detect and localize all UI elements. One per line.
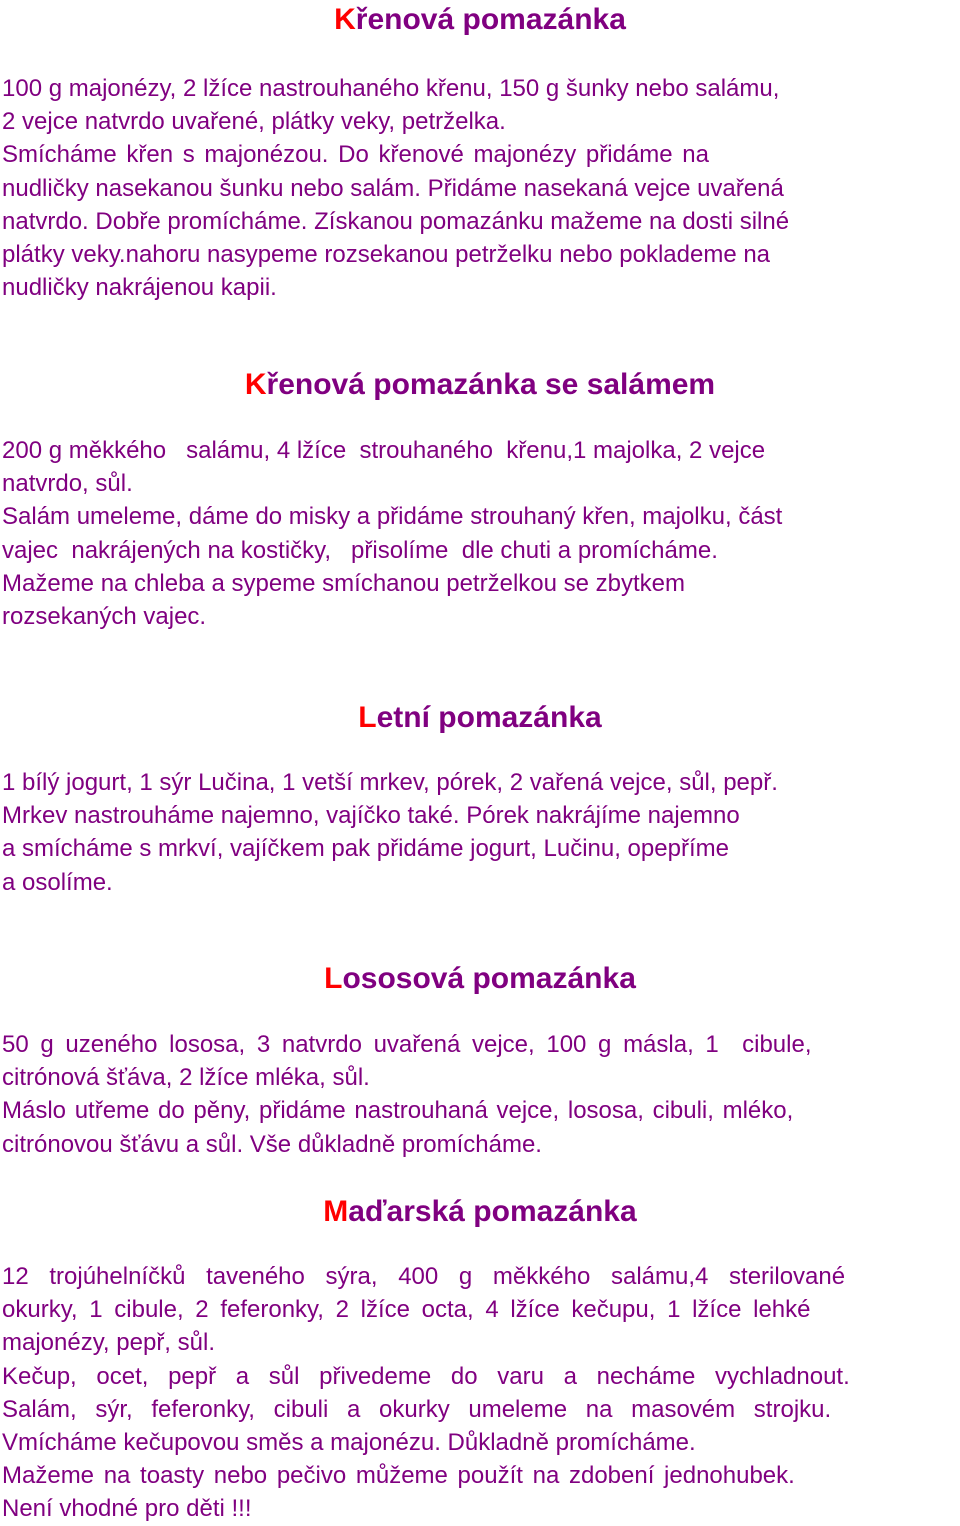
text-line: Mrkev nastrouháme najemno, vajíčko také. Pórek nakrájíme najemno bbox=[2, 802, 740, 830]
text-line: 100 g majonézy, 2 lžíce nastrouhaného křenu, 150 g šunky nebo salámu, bbox=[2, 75, 780, 102]
text-line: Není vhodné pro děti !!! bbox=[2, 1495, 252, 1523]
text-line: okurky, 1 cibule, 2 feferonky, 2 lžíce octa, 4 lžíce kečupu, 1 lžíce lehké bbox=[2, 1296, 811, 1324]
text-line: plátky veky.nahoru nasypeme rozsekanou petrželku nebo poklademe na bbox=[2, 241, 771, 269]
text-line: 200 g měkkého salámu, 4 lžíce strouhaného křenu,1 majolka, 2 vejce bbox=[2, 437, 766, 464]
recipe-body bbox=[2, 72, 957, 304]
text-line: vajec nakrájených na kostičky, přisolíme dle chuti a promícháme. bbox=[2, 536, 718, 564]
text-line: citrónová šťáva, 2 lžíce mléka, sůl. bbox=[2, 1064, 370, 1092]
recipe-title bbox=[0, 700, 960, 736]
text-line: Mažeme na chleba a sypeme smíchanou petrželkou se zbytkem bbox=[2, 569, 686, 597]
text-line: Kečup, ocet, pepř a sůl přivedeme do varu a necháme vychladnout. bbox=[2, 1362, 850, 1390]
recipe-title bbox=[0, 961, 960, 997]
text-line: 1 bílý jogurt, 1 sýr Lučina, 1 vetší mrkev, pórek, 2 vařená vejce, sůl, pepř. bbox=[2, 769, 778, 796]
text-line: rozsekaných vajec. bbox=[2, 603, 207, 631]
recipe-title bbox=[0, 2, 960, 38]
text-line: a smícháme s mrkví, vajíčkem pak přidáme jogurt, Lučinu, opepříme bbox=[2, 835, 729, 863]
text-line: 12 trojúhelníčků taveného sýra, 400 g měkkého salámu,4 sterilované bbox=[2, 1263, 846, 1290]
text-line: nudličky nasekanou šunku nebo salám. Přidáme nasekaná vejce uvařená bbox=[2, 174, 784, 202]
text-line: 2 vejce natvrdo uvařené, plátky veky, petrželka. bbox=[2, 108, 506, 136]
text-line: Vmícháme kečupovou směs a majonézu. Důkladně promícháme. bbox=[2, 1429, 696, 1457]
recipe-body bbox=[2, 1028, 957, 1161]
title-rest: ososová pomazánka bbox=[342, 962, 636, 995]
recipe-title bbox=[0, 1194, 960, 1230]
text-line: citrónovou šťávu a sůl. Vše důkladně promícháme. bbox=[2, 1130, 542, 1158]
title-initial: M bbox=[323, 1195, 349, 1228]
recipe-body bbox=[2, 1260, 957, 1526]
text-line: Máslo utřeme do pěny, přidáme nastrouhaná vejce, lososa, cibuli, mléko, bbox=[2, 1097, 794, 1125]
text-line: Smícháme křen s majonézou. Do křenové majonézy přidáme na bbox=[2, 141, 709, 169]
text-line: 50 g uzeného lososa, 3 natvrdo uvařená vejce, 100 g másla, 1 cibule, bbox=[2, 1031, 812, 1058]
title-initial: L bbox=[358, 701, 377, 734]
text-line: Mažeme na toasty nebo pečivo můžeme použít na zdobení jednohubek. bbox=[2, 1462, 795, 1490]
text-line: Salám, sýr, feferonky, cibuli a okurky umeleme na masovém strojku. bbox=[2, 1395, 832, 1423]
title-initial: K bbox=[334, 3, 356, 36]
title-rest: řenová pomazánka bbox=[355, 3, 626, 36]
text-line: Salám umeleme, dáme do misky a přidáme strouhaný křen, majolku, část bbox=[2, 503, 783, 531]
recipe-body bbox=[2, 434, 957, 633]
text-line: nudličky nakrájenou kapii. bbox=[2, 274, 277, 302]
title-rest: řenová pomazánka se salámem bbox=[266, 368, 716, 401]
text-line: natvrdo, sůl. bbox=[2, 470, 133, 498]
text-line: a osolíme. bbox=[2, 868, 113, 896]
title-initial: K bbox=[244, 368, 267, 401]
title-rest: etní pomazánka bbox=[376, 701, 602, 734]
text-line: majonézy, pepř, sůl. bbox=[2, 1329, 215, 1357]
text-line: natvrdo. Dobře promícháme. Získanou pomazánku mažeme na dosti silné bbox=[2, 207, 790, 235]
title-initial: L bbox=[324, 962, 343, 995]
title-rest: aďarská pomazánka bbox=[348, 1195, 637, 1228]
recipe-title bbox=[0, 367, 960, 403]
recipe-body bbox=[2, 766, 957, 899]
